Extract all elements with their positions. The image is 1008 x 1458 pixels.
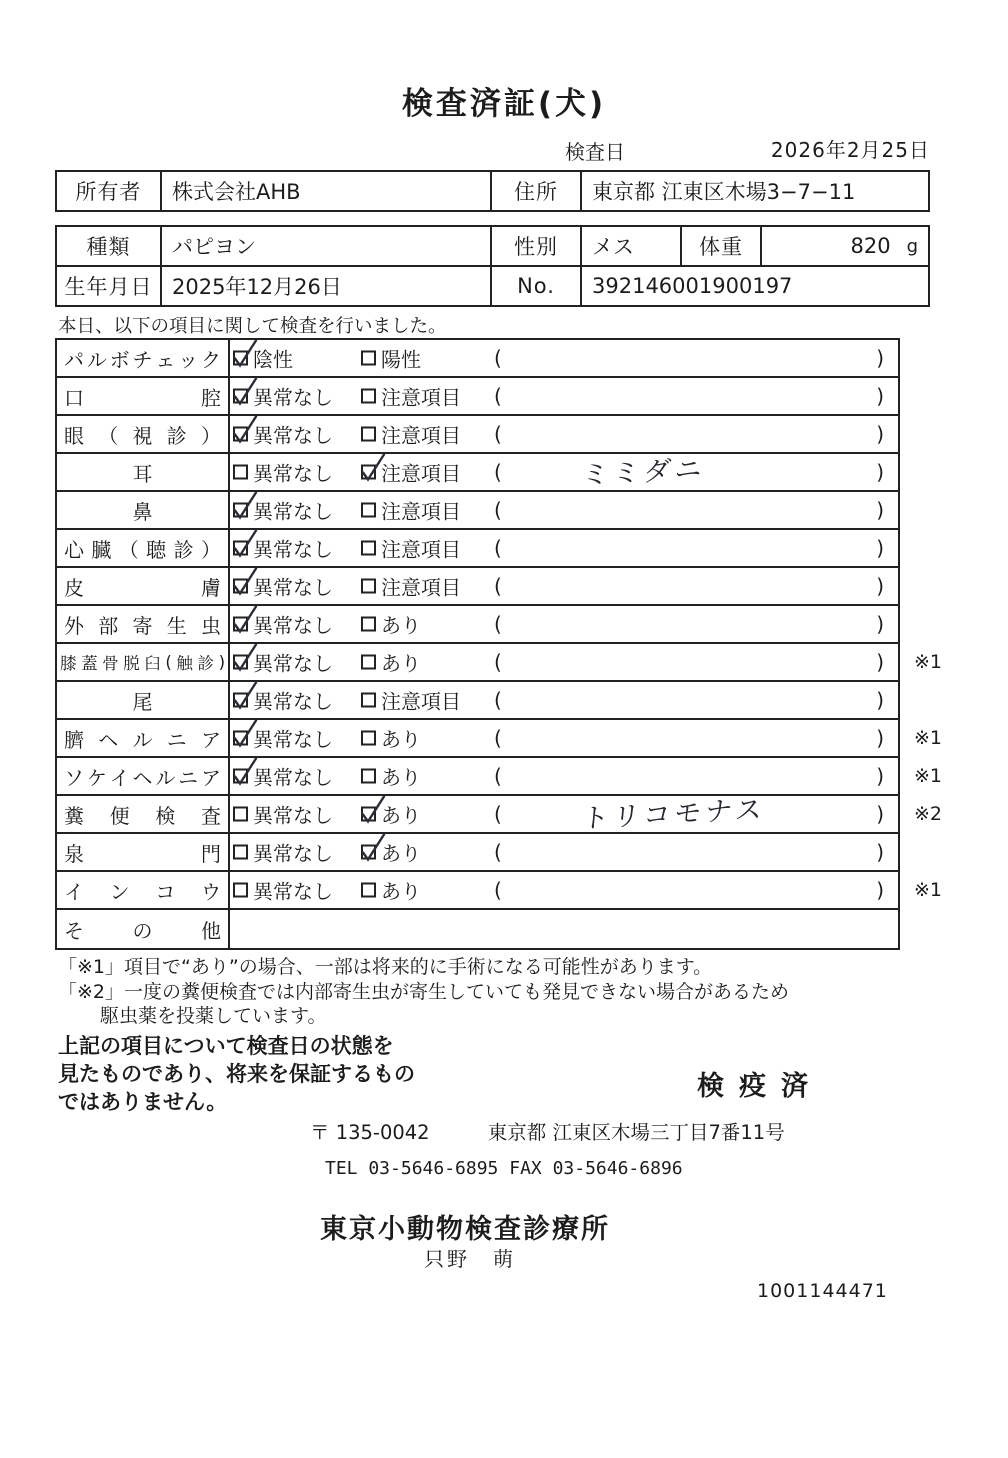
- row-label: 口 腔: [57, 378, 230, 414]
- paren-close: ): [876, 498, 884, 522]
- checkbox[interactable]: [233, 883, 248, 898]
- paren-close: ): [876, 346, 884, 370]
- postal-code: 〒 135-0042: [310, 1121, 430, 1144]
- weight-unit: g: [906, 235, 918, 257]
- row-remark: ※1: [913, 765, 942, 787]
- paren-open: (: [494, 460, 502, 484]
- row-content: [230, 682, 898, 718]
- checklist-table: [55, 338, 942, 950]
- option-opt1: [233, 496, 333, 525]
- option-opt2: [361, 534, 461, 563]
- checkbox-checked[interactable]: [233, 617, 248, 632]
- option-label: 異常なし: [253, 765, 333, 790]
- table-row: [57, 568, 898, 606]
- option-label: 異常なし: [253, 385, 333, 410]
- table-row: [57, 416, 898, 454]
- option-label: 注意項目: [381, 423, 461, 448]
- checkbox[interactable]: [361, 617, 376, 632]
- owner-row: [57, 172, 928, 210]
- table-row: [57, 606, 898, 644]
- address-label: 住所: [492, 172, 582, 210]
- row-label: 鼻: [57, 492, 230, 528]
- handwritten-note: トリコモナス: [580, 794, 768, 835]
- row-content: [230, 492, 898, 528]
- row-label: イ ン コ ウ: [57, 872, 230, 908]
- table-row: [57, 834, 898, 872]
- checkbox[interactable]: [361, 427, 376, 442]
- paren-close: ): [876, 840, 884, 864]
- table-row: [57, 758, 942, 796]
- paren-close: ): [876, 460, 884, 484]
- option-opt2: [361, 610, 421, 639]
- option-label: 注意項目: [381, 499, 461, 524]
- exam-date-value: 2026年2月25日: [770, 138, 930, 162]
- checkbox-checked[interactable]: [233, 427, 248, 442]
- checkbox[interactable]: [361, 731, 376, 746]
- checkbox[interactable]: [361, 351, 376, 366]
- row-label: ソ ケ イ ヘ ル ニ ア: [57, 758, 230, 794]
- species-label: 種類: [57, 227, 162, 265]
- row-remark: ※1: [913, 879, 942, 901]
- address-value: 東京都 江東区木場3−7−11: [592, 180, 856, 204]
- tel-fax-line: TEL 03-5646-6895 FAX 03-5646-6896: [325, 1158, 683, 1179]
- paren-close: ): [876, 574, 884, 598]
- option-opt2: [361, 496, 461, 525]
- postal-address-line: [310, 1117, 785, 1145]
- checkbox-checked[interactable]: [233, 503, 248, 518]
- sex-value: メス: [582, 227, 682, 265]
- row-label: そ の 他: [57, 910, 230, 948]
- table-row: [57, 530, 898, 568]
- row-remark: ※1: [913, 651, 942, 673]
- paren-open: (: [494, 498, 502, 522]
- option-opt2: [361, 420, 461, 449]
- checkbox-checked[interactable]: [233, 655, 248, 670]
- disclaimer-line-3: ではありません。: [58, 1090, 228, 1114]
- row-remark: ※1: [913, 727, 942, 749]
- row-label: 皮 膚: [57, 568, 230, 604]
- option-opt2: [361, 572, 461, 601]
- option-opt1: [233, 534, 333, 563]
- footnote-1: 「※1」項目で“あり”の場合、一部は将来的に手術になる可能性があります。: [58, 956, 713, 978]
- paren-open: (: [494, 384, 502, 408]
- row-content: [230, 340, 898, 376]
- paren-close: ): [876, 612, 884, 636]
- quarantine-stamp: 検疫済: [697, 1071, 823, 1102]
- paren-open: (: [494, 688, 502, 712]
- option-opt1: [233, 686, 333, 715]
- row-content: [230, 872, 898, 908]
- option-label: 陰性: [253, 347, 293, 372]
- disclaimer-line-1: 上記の項目について検査日の状態を: [58, 1034, 394, 1058]
- row-label: 膝 蓋 骨 脱 臼 ( 触 診 ): [57, 644, 230, 680]
- page-title: 検査済証(犬): [401, 86, 607, 122]
- checkbox[interactable]: [361, 769, 376, 784]
- option-opt1: [233, 800, 333, 829]
- sex-label: 性別: [492, 227, 582, 265]
- option-opt2: [361, 724, 421, 753]
- table-row: [57, 910, 898, 948]
- footnote-3: 駆虫薬を投薬しています。: [100, 1005, 327, 1027]
- owner-value: 株式会社AHB: [162, 172, 492, 210]
- row-label: 糞 便 検 査: [57, 796, 230, 832]
- paren-open: (: [494, 612, 502, 636]
- row-label: パ ル ボ チ ェ ッ ク: [57, 340, 230, 376]
- option-opt1: [233, 838, 333, 867]
- weight-label: 体重: [682, 227, 762, 265]
- owner-label: 所有者: [57, 172, 162, 210]
- row-content: [230, 454, 898, 490]
- option-label: あり: [381, 803, 421, 828]
- option-opt2: [361, 648, 421, 677]
- row-content: [230, 644, 898, 680]
- option-opt2: [361, 458, 461, 487]
- table-row: [57, 644, 942, 682]
- paren-open: (: [494, 840, 502, 864]
- paren-close: ): [876, 688, 884, 712]
- clinic-address: 東京都 江東区木場三丁目7番11号: [487, 1121, 785, 1144]
- option-label: あり: [381, 613, 421, 638]
- checkbox-checked[interactable]: [233, 389, 248, 404]
- option-opt2: [361, 838, 421, 867]
- option-label: 異常なし: [253, 613, 333, 638]
- paren-open: (: [494, 422, 502, 446]
- checkbox[interactable]: [361, 655, 376, 670]
- option-label: 異常なし: [253, 689, 333, 714]
- checkbox[interactable]: [233, 845, 248, 860]
- option-label: 注意項目: [381, 385, 461, 410]
- option-opt2: [361, 382, 461, 411]
- option-opt2: [361, 876, 421, 905]
- option-label: 注意項目: [381, 461, 461, 486]
- paren-open: (: [494, 536, 502, 560]
- paren-close: ): [876, 878, 884, 902]
- birth-value: 2025年12月26日: [162, 267, 492, 305]
- footnote-2: 「※2」一度の糞便検査では内部寄生虫が寄生していても発見できない場合があるため: [58, 981, 790, 1003]
- checkbox-checked[interactable]: [233, 731, 248, 746]
- birth-label: 生年月日: [57, 267, 162, 305]
- pet-row-1: [57, 227, 928, 265]
- row-label: 臍 ヘ ル ニ ア: [57, 720, 230, 756]
- row-content: [230, 758, 898, 794]
- option-opt2: [361, 762, 421, 791]
- option-opt2: [361, 344, 421, 373]
- row-content: [230, 416, 898, 452]
- table-row: [57, 492, 898, 530]
- examiner-name: 只野 萌: [424, 1247, 516, 1271]
- table-row: [57, 720, 942, 758]
- checkbox-checked[interactable]: [361, 807, 376, 822]
- paren-open: (: [494, 346, 502, 370]
- row-content: [230, 794, 898, 835]
- checkbox-checked[interactable]: [233, 541, 248, 556]
- row-label: 眼 （ 視 診 ）: [57, 416, 230, 452]
- table-row: [57, 454, 898, 492]
- checkbox[interactable]: [361, 389, 376, 404]
- table-row: [57, 872, 942, 910]
- option-label: 異常なし: [253, 499, 333, 524]
- disclaimer-line-2: 見たものであり、将来を保証するもの: [58, 1062, 415, 1086]
- paren-close: ): [876, 536, 884, 560]
- option-label: あり: [381, 879, 421, 904]
- row-label: 尾: [57, 682, 230, 718]
- no-label: No.: [492, 267, 582, 305]
- row-content: [230, 378, 898, 414]
- row-content: [230, 606, 898, 642]
- option-label: 異常なし: [253, 423, 333, 448]
- checkbox[interactable]: [361, 541, 376, 556]
- paren-open: (: [494, 650, 502, 674]
- option-label: 注意項目: [381, 537, 461, 562]
- option-opt1: [233, 610, 333, 639]
- option-label: 異常なし: [253, 537, 333, 562]
- owner-table: [55, 170, 930, 212]
- option-opt1: [233, 572, 333, 601]
- paren-open: (: [494, 574, 502, 598]
- paren-close: ): [876, 650, 884, 674]
- weight-value: [762, 227, 928, 265]
- option-opt1: [233, 344, 293, 373]
- option-opt1: [233, 876, 333, 905]
- option-label: 異常なし: [253, 841, 333, 866]
- option-label: 異常なし: [253, 651, 333, 676]
- row-content: [230, 568, 898, 604]
- checkbox-checked[interactable]: [233, 693, 248, 708]
- option-opt2: [361, 686, 461, 715]
- option-label: 注意項目: [381, 575, 461, 600]
- option-opt1: [233, 762, 333, 791]
- option-label: 異常なし: [253, 727, 333, 752]
- pet-table: [55, 225, 930, 307]
- table-row: [57, 340, 898, 378]
- checkbox-checked[interactable]: [361, 845, 376, 860]
- serial-number: 1001144471: [757, 1280, 888, 1302]
- paren-close: ): [876, 726, 884, 750]
- option-label: 異常なし: [253, 575, 333, 600]
- row-label: 泉 門: [57, 834, 230, 870]
- handwritten-note: ミミダニ: [580, 453, 708, 492]
- option-opt1: [233, 420, 333, 449]
- clinic-name: 東京小動物検査診療所: [320, 1214, 610, 1245]
- option-label: 異常なし: [253, 803, 333, 828]
- paren-open: (: [494, 764, 502, 788]
- paren-close: ): [876, 764, 884, 788]
- row-label: 外 部 寄 生 虫: [57, 606, 230, 642]
- table-row: [57, 794, 942, 835]
- no-value: 392146001900197: [592, 274, 793, 298]
- checkbox-checked[interactable]: [233, 351, 248, 366]
- option-label: あり: [381, 765, 421, 790]
- paren-close: ): [876, 422, 884, 446]
- species-value: パピヨン: [162, 227, 492, 265]
- pet-row-2: [57, 265, 928, 305]
- table-row: [57, 378, 898, 416]
- option-label: あり: [381, 651, 421, 676]
- checkbox[interactable]: [361, 503, 376, 518]
- option-opt2: [361, 800, 421, 829]
- weight-number: 820: [850, 234, 891, 258]
- paren-open: (: [494, 726, 502, 750]
- table-row: [57, 682, 898, 720]
- option-opt1: [233, 724, 333, 753]
- checkbox[interactable]: [361, 579, 376, 594]
- option-label: 異常なし: [253, 879, 333, 904]
- checkbox[interactable]: [233, 807, 248, 822]
- paren-open: (: [494, 878, 502, 902]
- exam-date-label: 検査日: [565, 140, 625, 164]
- intro-text: 本日、以下の項目に関して検査を行いました。: [58, 316, 447, 337]
- option-opt1: [233, 458, 333, 487]
- row-content: [230, 834, 898, 870]
- option-label: あり: [381, 727, 421, 752]
- checkbox[interactable]: [361, 693, 376, 708]
- paren-open: (: [494, 802, 502, 826]
- row-label: 耳: [57, 454, 230, 490]
- checkbox-checked[interactable]: [233, 579, 248, 594]
- row-label: 心 臓 （ 聴 診 ）: [57, 530, 230, 566]
- option-label: 注意項目: [381, 689, 461, 714]
- row-remark: ※2: [913, 803, 942, 825]
- option-label: 陽性: [381, 347, 421, 372]
- paren-close: ): [876, 384, 884, 408]
- row-content: [230, 720, 898, 756]
- row-content: [230, 530, 898, 566]
- checkbox-checked[interactable]: [233, 769, 248, 784]
- paren-close: ): [876, 802, 884, 826]
- option-label: 異常なし: [253, 461, 333, 486]
- option-label: あり: [381, 841, 421, 866]
- checkbox-checked[interactable]: [361, 465, 376, 480]
- checkbox[interactable]: [361, 883, 376, 898]
- option-opt1: [233, 648, 333, 677]
- checkbox[interactable]: [233, 465, 248, 480]
- option-opt1: [233, 382, 333, 411]
